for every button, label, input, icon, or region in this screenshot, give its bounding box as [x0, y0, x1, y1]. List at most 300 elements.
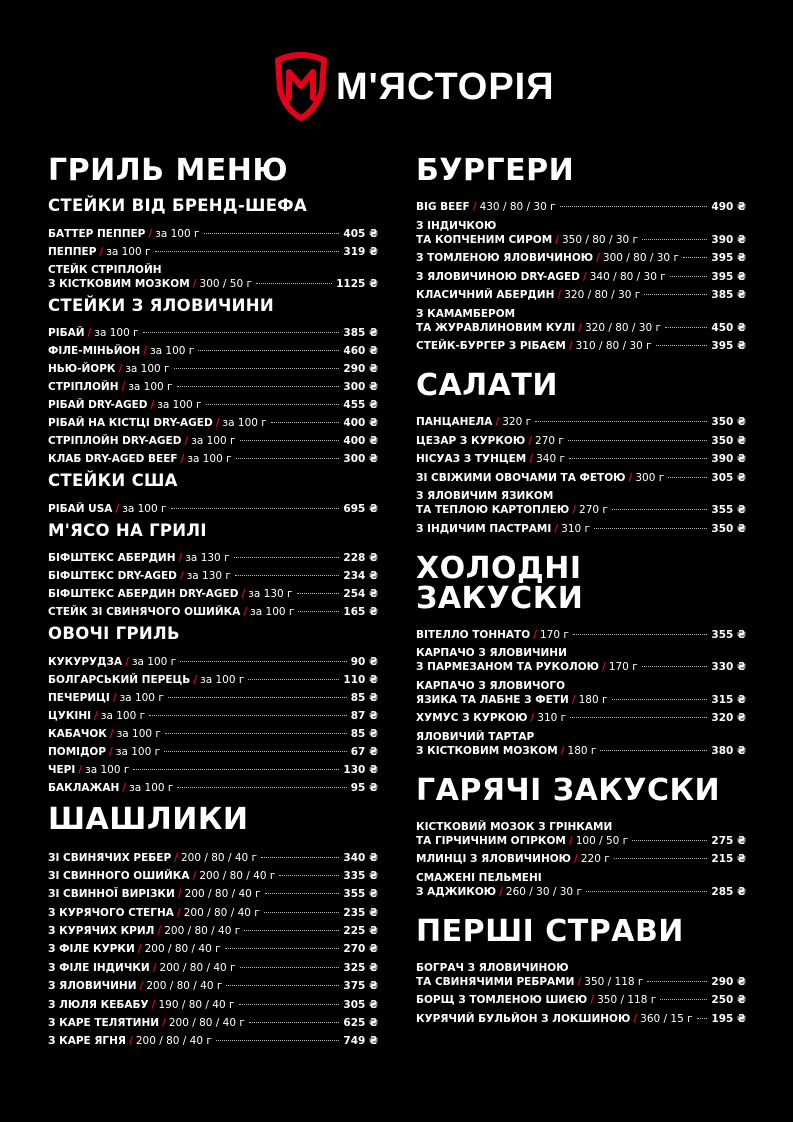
dot-leader — [614, 858, 708, 859]
menu-item-name: РІБАЙ USA — [48, 502, 113, 515]
dot-leader — [171, 508, 340, 509]
menu-item-weight: 190 / 80 / 40 г — [158, 998, 235, 1011]
separator-slash: / — [533, 628, 537, 641]
separator-slash: / — [578, 321, 582, 334]
menu-item-weight: за 100 г — [116, 727, 161, 740]
section-title: СТЕЙКИ США — [48, 471, 178, 490]
menu-item-weight: за 130 г — [248, 588, 293, 600]
menu-item-name: КУКУРУДЗА — [48, 655, 123, 668]
dot-leader — [165, 733, 347, 734]
menu-item-name: З КАРЕ ЯГНЯ — [48, 1035, 126, 1048]
menu-item — [48, 781, 378, 795]
menu-section-стейки-від-бренд-шефа — [48, 198, 378, 291]
menu-item-weight: 310 / 80 / 30 г — [575, 340, 652, 352]
menu-item — [48, 398, 378, 412]
menu-item-price: 455 ₴ — [343, 399, 378, 411]
menu-item-row — [416, 270, 746, 284]
menu-item-name: КАБАЧОК — [48, 727, 107, 740]
menu-item-price: 87 ₴ — [350, 709, 378, 722]
menu-item-weight: 170 г — [540, 628, 569, 641]
menu-item-row — [48, 887, 378, 901]
menu-item-row — [416, 339, 746, 353]
menu-item-weight: за 100 г — [222, 417, 267, 429]
menu-item-weight: 200 / 80 / 40 г — [183, 906, 260, 919]
menu-item-price: 225 ₴ — [343, 925, 378, 938]
menu-item-name: ЗІ СВИННОЇ ВИРІЗКИ — [48, 888, 175, 901]
separator-slash: / — [179, 570, 184, 582]
section-title: ОВОЧІ ГРИЛЬ — [48, 624, 180, 643]
menu-item-name: ПАНЦАНЕЛА — [416, 416, 493, 428]
menu-item-price: 450 ₴ — [711, 321, 746, 334]
menu-item-weight: 300 г — [635, 471, 665, 484]
separator-slash: / — [571, 693, 576, 706]
separator-slash: / — [162, 1017, 166, 1030]
menu-item-weight: 300 / 80 / 30 г — [602, 252, 679, 264]
dot-leader — [612, 699, 708, 700]
menu-item-name: КЛАСИЧНИЙ АБЕРДИН — [416, 289, 555, 301]
menu-item-name: BIG BEEF — [416, 201, 470, 213]
menu-item — [416, 628, 746, 642]
menu-item-name: ЗІ СВИНЯЧИХ РЕБЕР — [48, 851, 172, 864]
menu-item — [48, 362, 378, 376]
separator-slash: / — [157, 925, 162, 938]
menu-item — [416, 993, 746, 1007]
separator-slash: / — [125, 655, 129, 668]
dot-leader — [297, 593, 340, 594]
dot-leader — [240, 967, 340, 968]
menu-item-name: БАКЛАЖАН — [48, 781, 120, 794]
menu-item-weight: 320 г — [502, 416, 532, 428]
dot-leader — [642, 239, 707, 240]
menu-item — [48, 998, 378, 1012]
menu-item-name: БОРЩ З ТОМЛЕНОЮ ШИЄЮ — [416, 994, 588, 1006]
menu-item-price: 395 ₴ — [711, 252, 746, 264]
menu-item-weight: за 100 г — [94, 327, 139, 339]
menu-item-name: З КІСТКОВИМ МОЗКОМ — [48, 277, 190, 290]
menu-item — [416, 852, 746, 866]
menu-item-name: З ЯЛОВИЧИНИ — [48, 980, 137, 993]
menu-item — [416, 307, 746, 335]
menu-item — [416, 646, 746, 674]
menu-item-weight: 350 / 80 / 30 г — [562, 233, 639, 246]
menu-item — [48, 434, 378, 448]
menu-item-price: 319 ₴ — [343, 245, 378, 258]
menu-item-name: ВІТЕЛЛО ТОННАТО — [416, 628, 531, 641]
menu-item-price: 235 ₴ — [343, 906, 378, 919]
menu-item-name-line1: СМАЖЕНІ ПЕЛЬМЕНІ — [416, 871, 542, 884]
separator-slash: / — [87, 327, 92, 339]
menu-item-name: МЛИНЦІ З ЯЛОВИЧИНОЮ — [416, 853, 571, 865]
menu-item-weight: 200 / 80 / 40 г — [146, 980, 223, 993]
menu-item — [416, 489, 746, 517]
menu-item-price: 130 ₴ — [343, 763, 378, 776]
menu-item-name: ТА ТЕПЛОЮ КАРТОПЛЕЮ — [416, 504, 570, 516]
menu-item-weight: 310 г — [537, 712, 567, 724]
menu-item-price: 355 ₴ — [343, 888, 378, 901]
menu-item-row — [48, 851, 378, 865]
menu-item-weight: за 100 г — [125, 363, 170, 375]
menu-item-weight: 200 / 80 / 40 г — [144, 943, 221, 956]
menu-item-name-line1: БОГРАЧ З ЯЛОВИЧИНОЮ — [416, 961, 569, 974]
menu-item-weight: 200 / 80 / 40 г — [168, 1017, 245, 1030]
separator-slash: / — [112, 691, 117, 704]
menu-item-row — [48, 924, 378, 938]
menu-item — [48, 673, 378, 687]
menu-item-price: 1125 ₴ — [336, 277, 378, 290]
menu-item-row — [416, 522, 746, 536]
menu-item-row — [416, 693, 746, 707]
dot-leader — [265, 893, 340, 894]
menu-item-weight: за 100 г — [250, 606, 295, 618]
menu-item-name: ЦЕЗАР З КУРКОЮ — [416, 434, 526, 447]
menu-item-row — [48, 979, 378, 993]
menu-item — [416, 434, 746, 448]
menu-item-row — [416, 852, 746, 866]
separator-slash: / — [192, 277, 197, 290]
menu-item — [48, 979, 378, 993]
separator-slash: / — [193, 673, 198, 686]
separator-slash: / — [590, 994, 595, 1006]
menu-item-row — [48, 691, 378, 705]
menu-item-weight: 180 г — [578, 693, 608, 706]
menu-item-row — [48, 745, 378, 759]
menu-item-price: 95 ₴ — [350, 781, 378, 794]
menu-item-name: ТА ЖУРАВЛИНОВИМ КУЛІ — [416, 321, 576, 334]
separator-slash: / — [109, 727, 114, 740]
menu-item-row — [416, 1012, 746, 1026]
menu-item-row — [48, 1016, 378, 1030]
menu-item-row — [48, 605, 378, 619]
menu-item-weight: 340 г — [536, 453, 566, 465]
menu-item-row — [48, 727, 378, 741]
menu-item-price: 165 ₴ — [343, 606, 378, 618]
separator-slash: / — [151, 998, 156, 1011]
section-title: БУРГЕРИ — [416, 153, 575, 188]
menu-item-weight: за 100 г — [85, 763, 130, 776]
menu-item-price: 625 ₴ — [343, 1017, 378, 1030]
menu-item-name: З ЛЮЛЯ КЕБАБУ — [48, 998, 149, 1011]
grill-menu-title: ГРИЛЬ МЕНЮ — [48, 153, 289, 188]
dot-leader — [164, 751, 347, 752]
menu-item-row — [416, 975, 746, 989]
menu-section-м-ясо-на-грилі — [48, 520, 378, 620]
menu-item-name-line1: З ІНДИЧКОЮ — [416, 219, 497, 232]
menu-item-price: 400 ₴ — [343, 435, 378, 447]
separator-slash: / — [568, 340, 573, 352]
menu-item-price: 85 ₴ — [350, 691, 378, 704]
menu-item-row — [48, 763, 378, 777]
separator-slash: / — [137, 943, 142, 956]
menu-item — [48, 452, 378, 466]
menu-item-price: 350 ₴ — [711, 434, 746, 447]
menu-item-row — [48, 781, 378, 795]
left-column — [48, 153, 378, 1053]
menu-item-price: 300 ₴ — [343, 453, 378, 465]
menu-item — [48, 344, 378, 358]
menu-item-name-line1: КІСТКОВИЙ МОЗОК З ГРІНКАМИ — [416, 820, 613, 833]
menu-item-row — [48, 942, 378, 956]
menu-item-row — [48, 587, 378, 601]
menu-item-name: ПЕЧЕРИЦІ — [48, 691, 110, 704]
dot-leader — [298, 611, 339, 612]
dot-leader — [665, 327, 707, 328]
menu-item-name: З ФІЛЕ ІНДИЧКИ — [48, 961, 150, 974]
dot-leader — [155, 251, 340, 252]
menu-item-weight: 270 г — [579, 504, 608, 516]
menu-item-name: РІБАЙ DRY-AGED — [48, 399, 148, 411]
menu-item-price: 234 ₴ — [343, 570, 378, 582]
menu-item-price: 340 ₴ — [343, 851, 378, 864]
separator-slash: / — [78, 763, 83, 776]
menu-item-row — [48, 227, 378, 241]
menu-item-price: 385 ₴ — [711, 289, 746, 301]
menu-item-price: 395 ₴ — [711, 340, 746, 352]
menu-item — [416, 1012, 746, 1026]
menu-item-name: ФІЛЕ-МІНЬЙОН — [48, 345, 141, 357]
menu-item-name: З КУРЯЧИХ КРИЛ — [48, 925, 155, 938]
section-title: СТЕЙКИ З ЯЛОВИЧИНИ — [48, 295, 274, 315]
menu-item-row — [416, 321, 746, 335]
menu-item-price: 350 ₴ — [711, 522, 746, 535]
menu-item — [48, 727, 378, 741]
separator-slash: / — [192, 869, 197, 882]
menu-item-price: 315 ₴ — [711, 693, 746, 706]
menu-item-weight: 350 / 118 г — [597, 994, 657, 1006]
menu-item-price: 375 ₴ — [343, 980, 378, 993]
menu-item-price: 195 ₴ — [711, 1012, 746, 1025]
menu-item-weight: за 130 г — [186, 570, 231, 582]
dot-leader — [697, 1018, 708, 1019]
menu-item — [48, 691, 378, 705]
separator-slash: / — [530, 712, 535, 724]
menu-item-weight: за 100 г — [157, 399, 202, 411]
menu-item — [416, 679, 746, 707]
dot-leader — [244, 930, 339, 931]
section-title: СТЕЙКИ ВІД БРЕНД-ШЕФА — [48, 196, 308, 215]
menu-item-name: БІФШТЕКС АБЕРДИН — [48, 552, 176, 564]
menu-item-row — [48, 709, 378, 723]
menu-item-price: 490 ₴ — [711, 201, 746, 213]
menu-item-weight: за 100 г — [150, 345, 195, 357]
menu-item-name: ЯЗИКА ТА ЛАБНЕ З ФЕТИ — [416, 693, 569, 706]
menu-item-row — [416, 251, 746, 265]
menu-item-weight: 180 г — [567, 744, 597, 757]
dot-leader — [239, 1004, 340, 1005]
menu-item-price: 325 ₴ — [343, 961, 378, 974]
menu-item — [48, 587, 378, 601]
separator-slash: / — [628, 471, 633, 484]
menu-item-row — [416, 744, 746, 758]
separator-slash: / — [243, 606, 248, 618]
menu-item-row — [48, 326, 378, 340]
menu-item-weight: 340 / 80 / 30 г — [589, 270, 666, 283]
menu-item-name: З АДЖИКОЮ — [416, 885, 497, 898]
menu-item — [416, 288, 746, 302]
separator-slash: / — [99, 245, 104, 258]
menu-item — [48, 551, 378, 565]
section-title: САЛАТИ — [416, 368, 558, 403]
separator-slash: / — [180, 453, 185, 465]
separator-slash: / — [241, 588, 246, 600]
menu-item-weight: за 100 г — [131, 655, 177, 668]
separator-slash: / — [121, 381, 126, 393]
dot-leader — [248, 679, 339, 680]
dot-leader — [177, 787, 346, 788]
menu-item-weight: за 100 г — [191, 435, 236, 447]
dot-leader — [586, 891, 707, 892]
menu-item-price: 355 ₴ — [711, 628, 746, 641]
separator-slash: / — [499, 885, 503, 898]
separator-slash: / — [143, 345, 148, 357]
menu-item-name-line1: СТЕЙК СТРІПЛОЙН — [48, 263, 162, 276]
menu-item-price: 355 ₴ — [711, 504, 746, 516]
menu-section-шашлики — [48, 801, 378, 1049]
menu-item-name: ТА ГІРЧИЧНИМ ОГІРКОМ — [416, 834, 566, 847]
menu-item-row — [48, 569, 378, 583]
menu-item-weight: 300 / 50 г — [199, 277, 252, 290]
menu-item-weight: за 100 г — [128, 381, 173, 393]
menu-item-weight: 320 / 80 / 30 г — [564, 289, 641, 301]
menu-item-price: 90 ₴ — [350, 655, 378, 668]
menu-item — [48, 942, 378, 956]
menu-item-row — [48, 998, 378, 1012]
separator-slash: / — [184, 435, 189, 447]
menu-item-name: ПЕППЕР — [48, 245, 97, 258]
menu-item — [48, 763, 378, 777]
menu-item-row — [416, 288, 746, 302]
menu-item-name: З ПАРМЕЗАНОМ ТА РУКОЛОЮ — [416, 661, 599, 673]
menu-item-price: 335 ₴ — [343, 869, 378, 882]
menu-item — [416, 730, 746, 758]
menu-item-row — [48, 245, 378, 259]
menu-item-name: БАТТЕР ПЕППЕР — [48, 227, 146, 240]
menu-item-name: ЗІ СВІЖИМИ ОВОЧАМИ ТА ФЕТОЮ — [416, 471, 626, 484]
menu-item-price: 215 ₴ — [711, 853, 746, 865]
dot-leader — [264, 912, 340, 913]
menu-item-name: ТА КОПЧЕНИМ СИРОМ — [416, 233, 553, 246]
menu-item — [416, 471, 746, 485]
menu-item — [416, 452, 746, 466]
separator-slash: / — [148, 227, 153, 240]
menu-item — [48, 869, 378, 883]
menu-item — [48, 245, 378, 259]
menu-item-price: 395 ₴ — [711, 270, 746, 283]
menu-item — [48, 1016, 378, 1030]
menu-item-row — [48, 655, 378, 669]
menu-item-name: СТЕЙК ЗІ СВИНЯЧОГО ОШИЙКА — [48, 606, 241, 618]
menu-item-name: ЗІ СВИННОГО ОШИЙКА — [48, 869, 190, 882]
menu-item-row — [48, 1034, 378, 1048]
menu-item — [48, 709, 378, 723]
menu-item-name: СТРІПЛОЙН DRY-AGED — [48, 435, 182, 447]
separator-slash: / — [176, 906, 181, 919]
menu-item-name: З ТОМЛЕНОЮ ЯЛОВИЧИНОЮ — [416, 252, 594, 264]
dot-leader — [568, 440, 707, 441]
menu-item-name: НЬЮ-ЙОРК — [48, 363, 116, 375]
menu-item-name: БОЛГАРСЬКИЙ ПЕРЕЦЬ — [48, 673, 191, 686]
menu-item — [48, 380, 378, 394]
menu-item-row — [416, 885, 746, 899]
dot-leader — [216, 1040, 340, 1041]
menu-item-row — [48, 362, 378, 376]
separator-slash: / — [152, 961, 157, 974]
menu-item-name: КЛАБ DRY-AGED BEEF — [48, 453, 178, 465]
menu-item-weight: за 100 г — [155, 227, 200, 240]
menu-item-weight: 220 г — [580, 853, 610, 865]
separator-slash: / — [177, 888, 182, 901]
menu-item-weight: 200 / 80 / 40 г — [181, 851, 258, 864]
menu-item-name: БІФШТЕКС DRY-AGED — [48, 570, 177, 582]
menu-section-гарячі-закуски — [416, 772, 746, 899]
menu-item-name: ПОМІДОР — [48, 745, 107, 758]
menu-item-weight: 260 / 30 / 30 г — [505, 885, 582, 898]
menu-section-овочі-гриль — [48, 626, 378, 795]
menu-item-name: З КУРЯЧОГО СТЕГНА — [48, 906, 174, 919]
menu-item-weight: за 100 г — [200, 673, 245, 686]
menu-item-weight: 170 г — [608, 661, 638, 673]
dot-leader — [573, 634, 707, 635]
separator-slash: / — [139, 980, 144, 993]
menu-item-price: 460 ₴ — [343, 345, 378, 357]
dot-leader — [600, 750, 707, 751]
brand-emblem-icon — [272, 52, 330, 122]
dot-leader — [644, 294, 707, 295]
dot-leader — [279, 875, 339, 876]
separator-slash: / — [560, 744, 565, 757]
menu-item-price: 285 ₴ — [711, 885, 746, 898]
menu-item-name: ЦУКІНІ — [48, 709, 92, 722]
right-column — [416, 153, 746, 1044]
dot-leader — [225, 948, 340, 949]
dot-leader — [204, 233, 340, 234]
menu-item-row — [48, 906, 378, 920]
menu-section-салати — [416, 368, 746, 536]
dot-leader — [660, 999, 707, 1000]
menu-item-price: 275 ₴ — [711, 834, 746, 847]
separator-slash: / — [178, 552, 183, 564]
menu-item-name: СТЕЙК-БУРГЕР З РІБАЄМ — [416, 340, 566, 352]
menu-section-стейки-з-яловичини — [48, 295, 378, 467]
separator-slash: / — [582, 270, 587, 283]
dot-leader — [256, 283, 332, 284]
dot-leader — [226, 985, 339, 986]
dot-leader — [180, 661, 347, 662]
menu-item-name: НІСУАЗ З ТУНЦЕМ — [416, 453, 527, 465]
menu-item-name: З ФІЛЕ КУРКИ — [48, 943, 135, 956]
separator-slash: / — [529, 453, 534, 465]
dot-leader — [249, 1022, 339, 1023]
menu-item-weight: 200 / 80 / 40 г — [199, 869, 276, 882]
menu-item-price: 270 ₴ — [343, 943, 378, 956]
menu-item-row — [48, 869, 378, 883]
menu-item-price: 390 ₴ — [711, 453, 746, 465]
menu-item-price: 67 ₴ — [350, 745, 378, 758]
menu-item-row — [48, 416, 378, 430]
menu-item-price: 228 ₴ — [343, 552, 378, 564]
dot-leader — [149, 715, 347, 716]
menu-item-weight: 270 г — [535, 434, 564, 447]
menu-item — [416, 961, 746, 989]
separator-slash: / — [557, 289, 562, 301]
menu-section-перші-страви — [416, 913, 746, 1026]
menu-item-name-line1: З ЯЛОВИЧИМ ЯЗИКОМ — [416, 490, 554, 502]
menu-item-row — [48, 673, 378, 687]
menu-item — [48, 416, 378, 430]
dot-leader — [234, 557, 340, 558]
dot-leader — [198, 350, 339, 351]
menu-item-weight: 360 / 15 г — [640, 1012, 693, 1025]
menu-item-price: 320 ₴ — [711, 712, 746, 724]
